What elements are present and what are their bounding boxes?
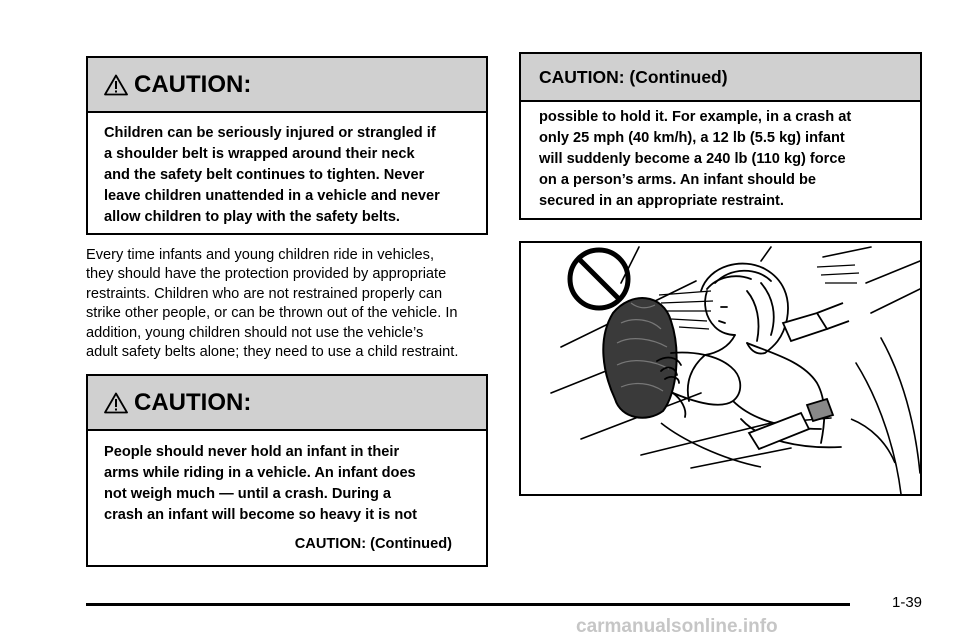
caution-box-child-strangle bbox=[86, 56, 488, 235]
caution-heading: CAUTION: bbox=[134, 388, 252, 416]
paragraph-line: they should have the protection provided by appropriate bbox=[86, 266, 447, 283]
no-symbol-icon bbox=[570, 250, 628, 308]
footer-rule bbox=[86, 603, 850, 606]
caution-text bbox=[88, 431, 486, 555]
caution-header bbox=[521, 54, 920, 102]
watermark: carmanualsonline.info bbox=[576, 616, 778, 637]
caution-line: will suddenly become a 240 lb (110 kg) force bbox=[539, 151, 846, 167]
caution-header bbox=[88, 376, 486, 431]
body-paragraph bbox=[86, 246, 492, 362]
caution-heading: CAUTION: bbox=[134, 70, 252, 98]
caution-line: on a person’s arms. An infant should be bbox=[539, 172, 817, 188]
caution-line: allow children to play with the safety belts. bbox=[104, 209, 400, 225]
paragraph-line: adult safety belts alone; they need to use a child restraint. bbox=[86, 344, 459, 361]
caution-line: possible to hold it. For example, in a crash at bbox=[539, 109, 852, 125]
caution-text bbox=[88, 113, 486, 228]
caution-line: and the safety belt continues to tighten. Never bbox=[104, 167, 425, 183]
caution-box-continued bbox=[519, 52, 922, 220]
caution-line: leave children unattended in a vehicle and never bbox=[104, 188, 440, 204]
caution-box-hold-infant bbox=[86, 374, 488, 567]
paragraph-line: strike other people, or can be thrown out of the vehicle. In bbox=[86, 305, 458, 322]
caution-continued-label: CAUTION: (Continued) bbox=[294, 536, 452, 552]
caution-header bbox=[88, 58, 486, 113]
paragraph-line: Every time infants and young children ride in vehicles, bbox=[86, 247, 434, 263]
page-number: 1-39 bbox=[892, 594, 923, 611]
caution-line: crash an infant will become so heavy it is not bbox=[104, 507, 418, 523]
caution-line: People should never hold an infant in their bbox=[104, 444, 400, 460]
caution-heading: CAUTION: (Continued) bbox=[539, 66, 728, 87]
infant-crash-illustration bbox=[519, 241, 922, 496]
illustration-drawing bbox=[521, 243, 920, 494]
caution-line: arms while riding in a vehicle. An infant does bbox=[104, 465, 416, 481]
caution-line: a shoulder belt is wrapped around their neck bbox=[104, 146, 415, 162]
caution-line: only 25 mph (40 km/h), a 12 lb (5.5 kg) infant bbox=[539, 130, 845, 146]
caution-text bbox=[521, 102, 920, 212]
warning-triangle-icon bbox=[104, 392, 128, 414]
paragraph-line: restraints. Children who are not restrained properly can bbox=[86, 285, 443, 302]
warning-triangle-icon bbox=[104, 74, 128, 96]
caution-line: not weigh much — until a crash. During a bbox=[104, 486, 392, 502]
caution-line: Children can be seriously injured or strangled if bbox=[104, 125, 436, 141]
caution-line: secured in an appropriate restraint. bbox=[539, 193, 784, 209]
paragraph-line: addition, young children should not use the vehicle’s bbox=[86, 324, 424, 341]
